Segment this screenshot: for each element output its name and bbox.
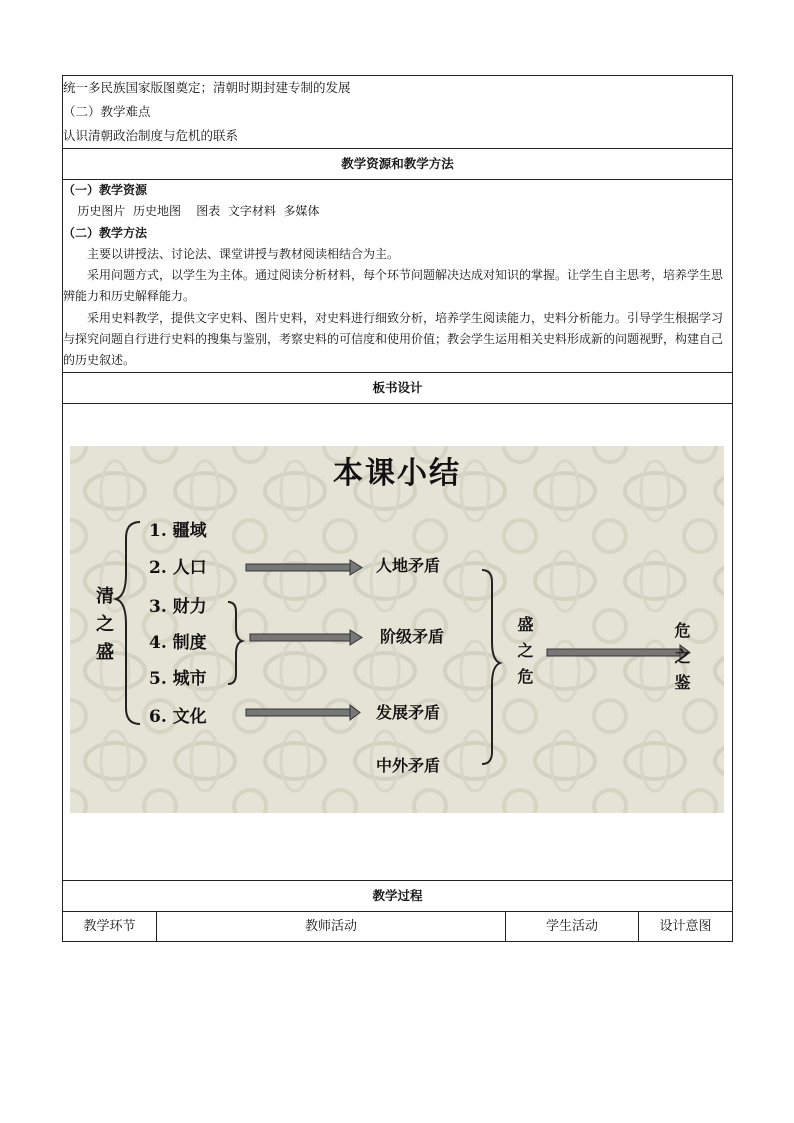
process-column-headers (63, 911, 733, 941)
methods-heading: （二）教学方法 (63, 225, 148, 240)
right-label-crisis-lesson: 危之鉴 (672, 621, 691, 700)
board-design-header: 板书设计 (63, 372, 733, 403)
item-culture: 6. 文化 (149, 706, 207, 727)
item-cities: 5. 城市 (149, 668, 207, 689)
board-design-cell (63, 403, 733, 880)
method-paragraph-1: 主要以讲授法、讨论法、课堂讲授与教材阅读相结合为主。 (87, 246, 400, 261)
teaching-process-header: 教学过程 (63, 880, 733, 911)
method-paragraph-2: 采用问题方式，以学生为主体。通过阅读分析材料，每个环节问题解决达成对知识的掌握。让学生自主思考，培养学生思辨能力和历史解释能力。 (63, 268, 724, 304)
item-finance: 3. 财力 (149, 596, 207, 617)
difficulty-section (63, 76, 733, 149)
conflict-development: 发展矛盾 (376, 702, 441, 722)
column-design-intent: 设计意图 (639, 911, 733, 941)
lesson-plan-table (62, 75, 733, 942)
left-label-qing-prosperity: 清之盛 (93, 585, 114, 670)
lesson-summary-board (70, 446, 724, 813)
lesson-plan-document (62, 75, 732, 942)
conflict-sino-foreign: 中外矛盾 (376, 755, 441, 775)
conflict-land-people: 人地矛盾 (376, 555, 441, 575)
difficulty-heading: （二）教学难点 (63, 104, 151, 119)
resources-methods-section (63, 180, 733, 373)
key-point-text: 统一多民族国家版图奠定；清朝时期封建专制的发展 (63, 80, 351, 95)
item-territory: 1. 疆域 (149, 520, 207, 541)
resources-methods-header: 教学资源和教学方法 (63, 149, 733, 180)
column-teacher-activity: 教师活动 (157, 911, 506, 941)
middle-label-prosperity-crisis: 盛之危 (515, 615, 534, 694)
method-paragraph-3: 采用史料教学，提供文字史料、图片史料，对史料进行细致分析，培养学生阅读能力，史料分析能力。引导学生根据学习与探究问题自行进行史料的搜集与鉴别，考察史料的可信度和使用价值；教会学生运用相关史料形成新的问题视野，构建自己的历史叙述。 (63, 310, 724, 368)
board-title: 本课小结 (333, 455, 461, 491)
resources-heading: （一）教学资源 (63, 183, 148, 197)
item-system: 4. 制度 (149, 632, 207, 653)
column-student-activity: 学生活动 (506, 911, 639, 941)
conflict-class: 阶级矛盾 (380, 626, 445, 646)
item-population: 2. 人口 (149, 557, 207, 578)
column-teaching-stage: 教学环节 (63, 911, 157, 941)
difficulty-text: 认识清朝政治制度与危机的联系 (63, 128, 239, 143)
resources-list: 历史图片 历史地图 图表 文字材料 多媒体 (77, 204, 320, 219)
